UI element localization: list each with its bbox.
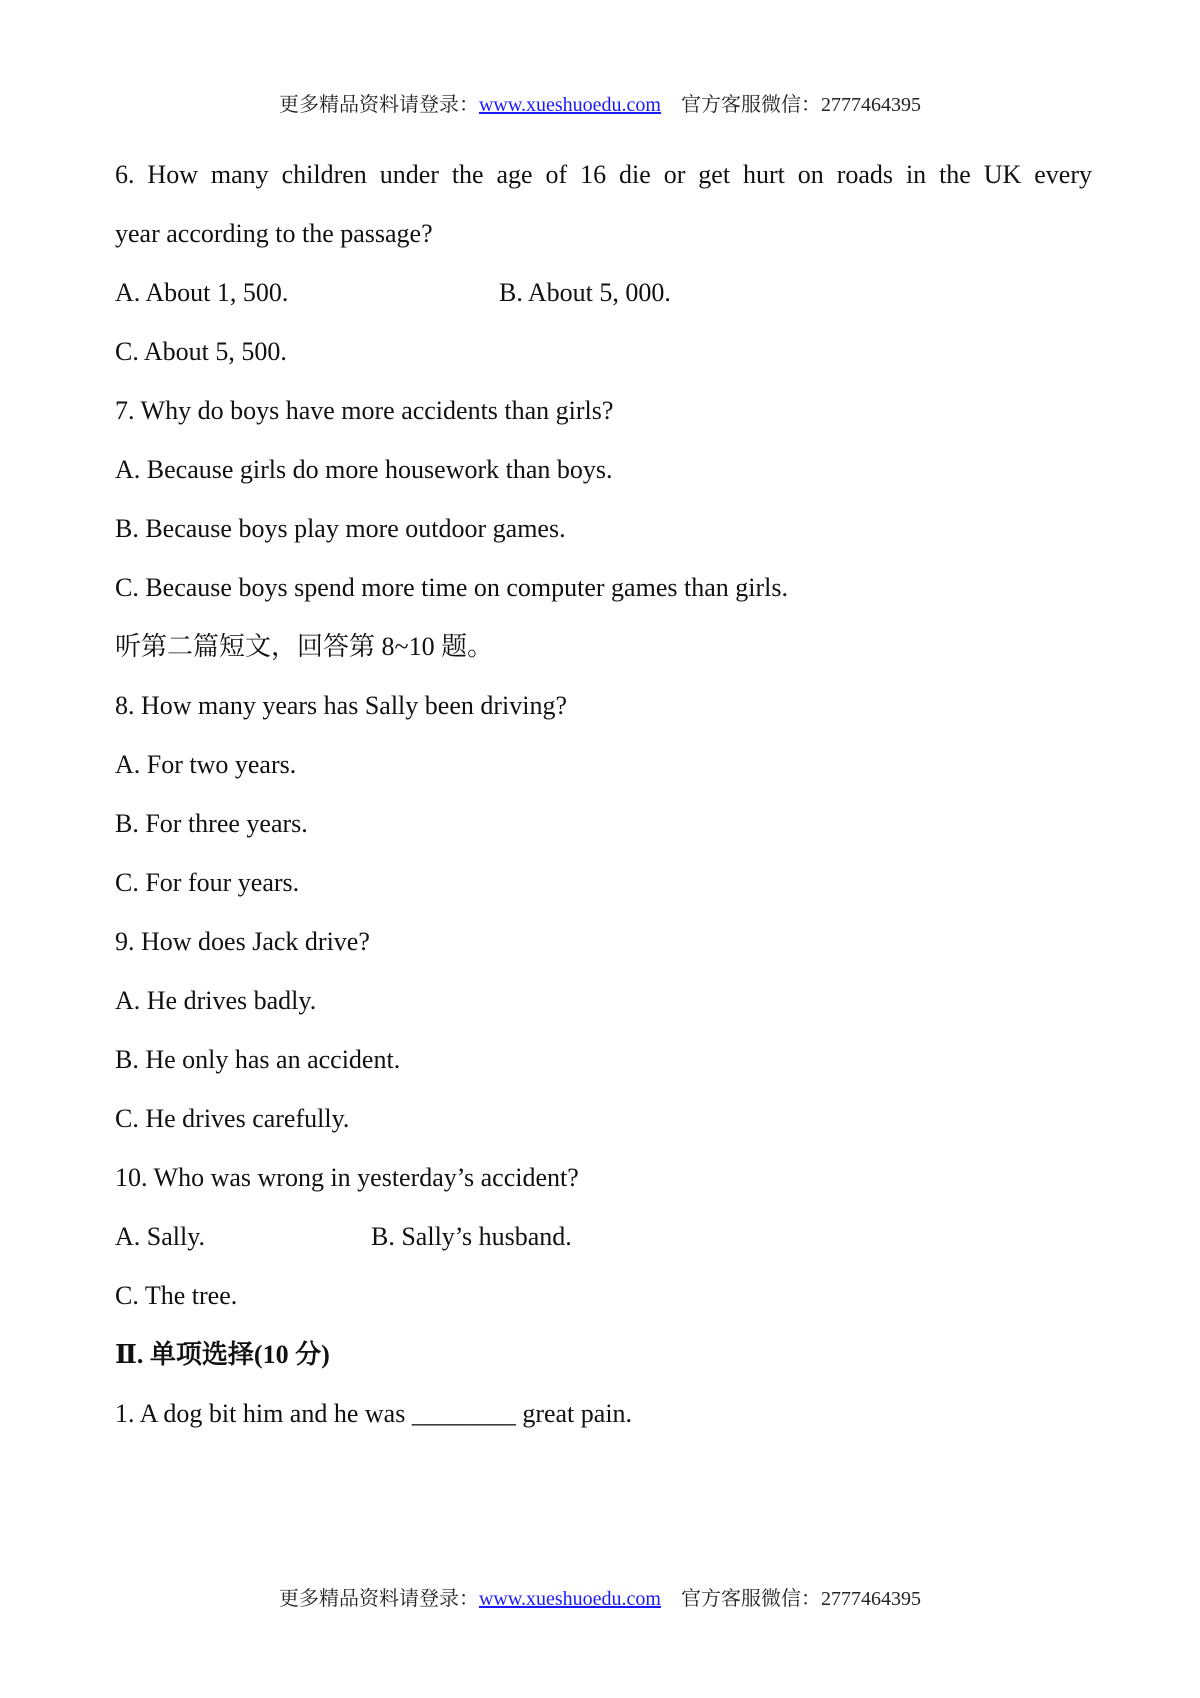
page-footer xyxy=(0,1582,1200,1611)
q6-option-c: C. About 5, 500. xyxy=(115,337,287,366)
q10-stem: 10. Who was wrong in yesterday’s accident? xyxy=(115,1163,579,1192)
header-contact: 官方客服微信：2777464395 xyxy=(661,94,921,116)
section2-heading: Ⅱ. 单项选择(10 分) xyxy=(115,1340,330,1369)
q8-stem: 8. How many years has Sally been driving? xyxy=(115,691,568,720)
q9-option-b: B. He only has an accident. xyxy=(115,1045,401,1074)
q6-option-a: A. About 1, 500. xyxy=(115,278,289,307)
header-website-link[interactable]: www.xueshuoedu.com xyxy=(478,94,661,116)
q7-option-a: A. Because girls do more housework than boys. xyxy=(115,455,613,484)
q6-stem-line1: 6. How many children under the age of 16 die or get hurt on roads in the UK every xyxy=(115,160,1092,189)
q7-option-c: C. Because boys spend more time on computer games than girls. xyxy=(115,573,788,602)
footer-contact: 官方客服微信：2777464395 xyxy=(661,1588,921,1610)
q7-option-b: B. Because boys play more outdoor games. xyxy=(115,514,566,543)
q8-option-a: A. For two years. xyxy=(115,750,297,779)
q7-stem: 7. Why do boys have more accidents than girls? xyxy=(115,396,614,425)
q10-option-c: C. The tree. xyxy=(115,1281,238,1310)
q9-option-a: A. He drives badly. xyxy=(115,986,317,1015)
footer-prefix: 更多精品资料请登录： xyxy=(278,1588,479,1610)
q8-option-c: C. For four years. xyxy=(115,868,300,897)
q9-option-c: C. He drives carefully. xyxy=(115,1104,350,1133)
passage2-instruction: 听第二篇短文，回答第 8~10 题。 xyxy=(115,632,494,661)
q10-option-b: B. Sally’s husband. xyxy=(371,1222,572,1251)
q9-stem: 9. How does Jack drive? xyxy=(115,927,370,956)
section2-q1: 1. A dog bit him and he was ________ great pain. xyxy=(115,1399,633,1428)
q10-option-a: A. Sally. xyxy=(115,1222,206,1251)
q8-option-b: B. For three years. xyxy=(115,809,308,838)
page-header xyxy=(0,88,1200,117)
header-prefix: 更多精品资料请登录： xyxy=(278,94,479,116)
footer-website-link[interactable]: www.xueshuoedu.com xyxy=(478,1588,661,1610)
q6-option-b: B. About 5, 000. xyxy=(499,278,671,307)
q6-stem-line2: year according to the passage? xyxy=(115,219,433,248)
